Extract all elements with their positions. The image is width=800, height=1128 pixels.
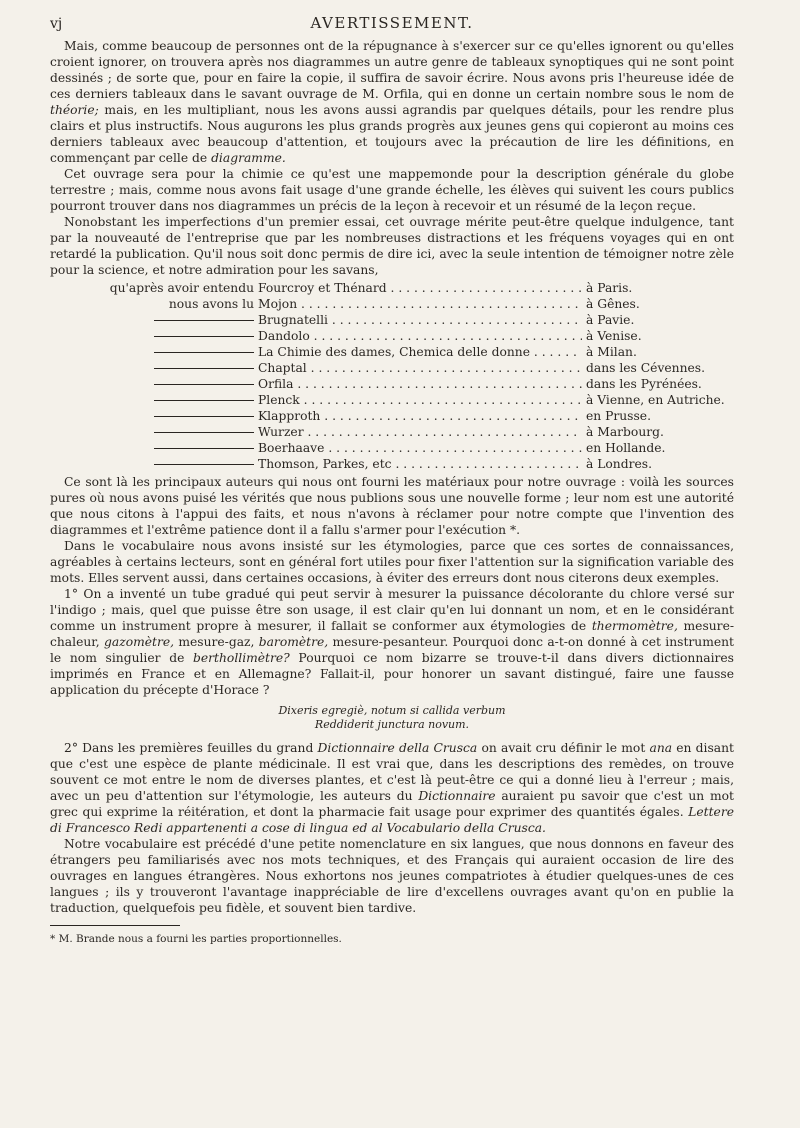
- reading-row: [50, 376, 734, 392]
- footnote: * M. Brande nous a fourni les parties proportionnelles.: [50, 933, 342, 945]
- paragraph-5: Dans le vocabulaire nous avons insisté sur les étymologies, parce que ces sortes de connaissances, agréables à certains lecteurs, sont en général fort utiles pour fixer l'attention sur la signification variable des mots. Elles servent aussi, dans certaines occasions, à éviter des erreurs dont nous citerons deux exemples.: [50, 539, 734, 585]
- reading-place: en Prusse.: [586, 409, 651, 423]
- reading-row: [50, 344, 734, 360]
- reading-dash: [50, 456, 258, 472]
- reading-dash: [50, 328, 258, 344]
- reading-author: Plenck . . .: [258, 392, 582, 408]
- reading-author: Boerhaave . . .: [258, 440, 582, 456]
- reading-dash: [50, 344, 258, 360]
- reading-author: Orfila . . .: [258, 376, 582, 392]
- paragraph-6: 1° On a inventé un tube gradué qui peut servir à mesurer la puissance décolorante du chlore versé sur l'indigo ; mais, quel que puisse être son usage, il est clair qu'en lui donnant un nom, et en le considérant comme un instrument propre à mesurer, il fallait se conformer aux étymologies de thermomètre, mesure-chaleur, gazomètre, mesure-gaz, baromètre, mesure-pesanteur. Pourquoi donc a-t-on donné à cet instrument le nom singulier de berthollimètre? Pourquoi ce nom bizarre se trouve-t-il dans divers dictionnaires imprimés en France et en Allemagne? Fallait-il, pour honorer un savant distingué, faire une fausse application du précepte d'Horace ?: [50, 587, 734, 697]
- reading-place: dans les Pyrénées.: [586, 377, 702, 391]
- reading-author: Mojon . . .: [258, 296, 582, 312]
- quote-line-1: Dixeris egregiè, notum si callida verbum: [278, 704, 506, 717]
- footnote-rule: [50, 925, 180, 926]
- paragraph-1: Mais, comme beaucoup de personnes ont de la répugnance à s'exercer sur ce qu'elles ignorent ou qu'elles croient ignorer, on trouvera après nos diagrammes un autre genre de tableaux synoptiques qui ne sont point dessinés ; de sorte que, pour en faire la copie, il suffira de savoir écrire. Nous avons pris l'heureuse idée de ces derniers tableaux dans le savant ouvrage de M. Orfila, qui en donne un certain nombre sous le nom de théorie; mais, en les multipliant, nous les avons aussi agrandis par quelques détails, pour les rendre plus clairs et plus instructifs. Nous augurons les plus grands progrès aux jeunes gens qui copieront au moins ces derniers tableaux avec beaucoup d'attention, et toujours avec la précaution de lire les définitions, en commençant par celle de diagramme.: [50, 39, 734, 165]
- reading-row: [50, 312, 734, 328]
- document-page: [50, 14, 734, 946]
- reading-dash: [50, 392, 258, 408]
- paragraph-4: Ce sont là les principaux auteurs qui nous ont fourni les matériaux pour notre ouvrage : voilà les sources pures où nous avons puisé les vérités que nous publions sous une nouvelle forme ; leur nom est une autorité que nous citons à l'appui des faits, et nous n'avons à réclamer pour notre compte que l'invention des diagrammes et l'extrême patience dont il a fallu s'armer pour l'exécution *.: [50, 475, 734, 537]
- reading-dash: [50, 376, 258, 392]
- reading-row: [50, 360, 734, 376]
- reading-row: [50, 328, 734, 344]
- reading-author: Thomson, Parkes, etc . . .: [258, 456, 582, 472]
- reading-place: en Hollande.: [586, 441, 666, 455]
- horace-quote: [50, 704, 734, 732]
- page-number: vj: [50, 16, 63, 32]
- paragraph-3: Nonobstant les imperfections d'un premier essai, cet ouvrage mérite peut-être quelque indulgence, tant par la nouveauté de l'entreprise que par les nombreuses distractions et les fréquens voyages qui en ont retardé la publication. Qu'il nous soit donc permis de dire ici, avec la seule intention de témoigner notre zèle pour la science, et notre admiration pour les savans,: [50, 215, 734, 277]
- reading-lead-heard: qu'après avoir entendu: [109, 281, 254, 295]
- readings-list: [50, 280, 734, 472]
- reading-row: [50, 424, 734, 440]
- page-title: AVERTISSEMENT.: [310, 14, 474, 32]
- reading-author: Klapproth . . .: [258, 408, 582, 424]
- reading-place: à Londres.: [586, 457, 652, 471]
- reading-lead-read: nous avons lu: [168, 297, 254, 311]
- reading-author: Fourcroy et Thénard . . .: [258, 280, 582, 296]
- reading-place: à Marbourg.: [586, 425, 664, 439]
- reading-author: Brugnatelli . . .: [258, 312, 582, 328]
- reading-dash: [50, 360, 258, 376]
- reading-author: Dandolo . . .: [258, 328, 582, 344]
- reading-dash: [50, 312, 258, 328]
- reading-row: [50, 280, 734, 296]
- reading-row: [50, 456, 734, 472]
- footnote-rule-wrap: [50, 916, 734, 932]
- reading-author: Chaptal . . .: [258, 360, 582, 376]
- reading-place: à Milan.: [586, 345, 637, 359]
- paragraph-7: 2° Dans les premières feuilles du grand Dictionnaire della Crusca on avait cru définir le mot ana en disant que c'est une espèce de plante médicinale. Il est vrai que, dans les descriptions des remèdes, on trouve souvent ce mot entre le nom de diverses plantes, et c'est là peut-être ce qui a donné lieu à l'erreur ; mais, avec un peu d'attention sur l'étymologie, les auteurs du Dictionnaire auraient pu savoir que c'est un mot grec qui exprime la réitération, et dont la pharmacie fait usage pour exprimer des quantités égales. Lettere di Francesco Redi appartenenti a cose di lingua ed al Vocabulario della Crusca.: [50, 741, 734, 835]
- reading-dash: [50, 440, 258, 456]
- reading-dash: [50, 424, 258, 440]
- reading-row: [50, 408, 734, 424]
- paragraph-2: Cet ouvrage sera pour la chimie ce qu'est une mappemonde pour la description générale du globe terrestre ; mais, comme nous avons fait usage d'une grande échelle, les élèves qui suivent les cours publics pourront trouver dans nos diagrammes un précis de la leçon à recevoir et un résumé de la leçon reçue.: [50, 167, 734, 213]
- paragraph-8: Notre vocabulaire est précédé d'une petite nomenclature en six langues, que nous donnons en faveur des étrangers peu familiarisés avec nos mots techniques, et des Français qui auraient occasion de lire des ouvrages en langues étrangères. Nous exhortons nos jeunes compatriotes à étudier quelques-unes de ces langues ; ils y trouveront l'avantage inappréciable de lire d'excellens ouvrages avant qu'on en publie la traduction, quelquefois peu fidèle, et souvent bien tardive.: [50, 837, 734, 915]
- reading-row: [50, 440, 734, 456]
- reading-row: [50, 296, 734, 312]
- reading-place: dans les Cévennes.: [586, 361, 706, 375]
- quote-line-2: Reddiderit junctura novum.: [314, 718, 470, 731]
- reading-place: à Paris.: [586, 281, 633, 295]
- reading-place: à Venise.: [586, 329, 642, 343]
- reading-place: à Vienne, en Autriche.: [586, 393, 725, 407]
- reading-place: à Gênes.: [586, 297, 640, 311]
- reading-author: Wurzer . . .: [258, 424, 582, 440]
- page-header: [50, 14, 734, 36]
- reading-place: à Pavie.: [586, 313, 635, 327]
- reading-dash: [50, 408, 258, 424]
- reading-author: La Chimie des dames, Chemica delle donne . . .: [258, 344, 582, 360]
- reading-row: [50, 392, 734, 408]
